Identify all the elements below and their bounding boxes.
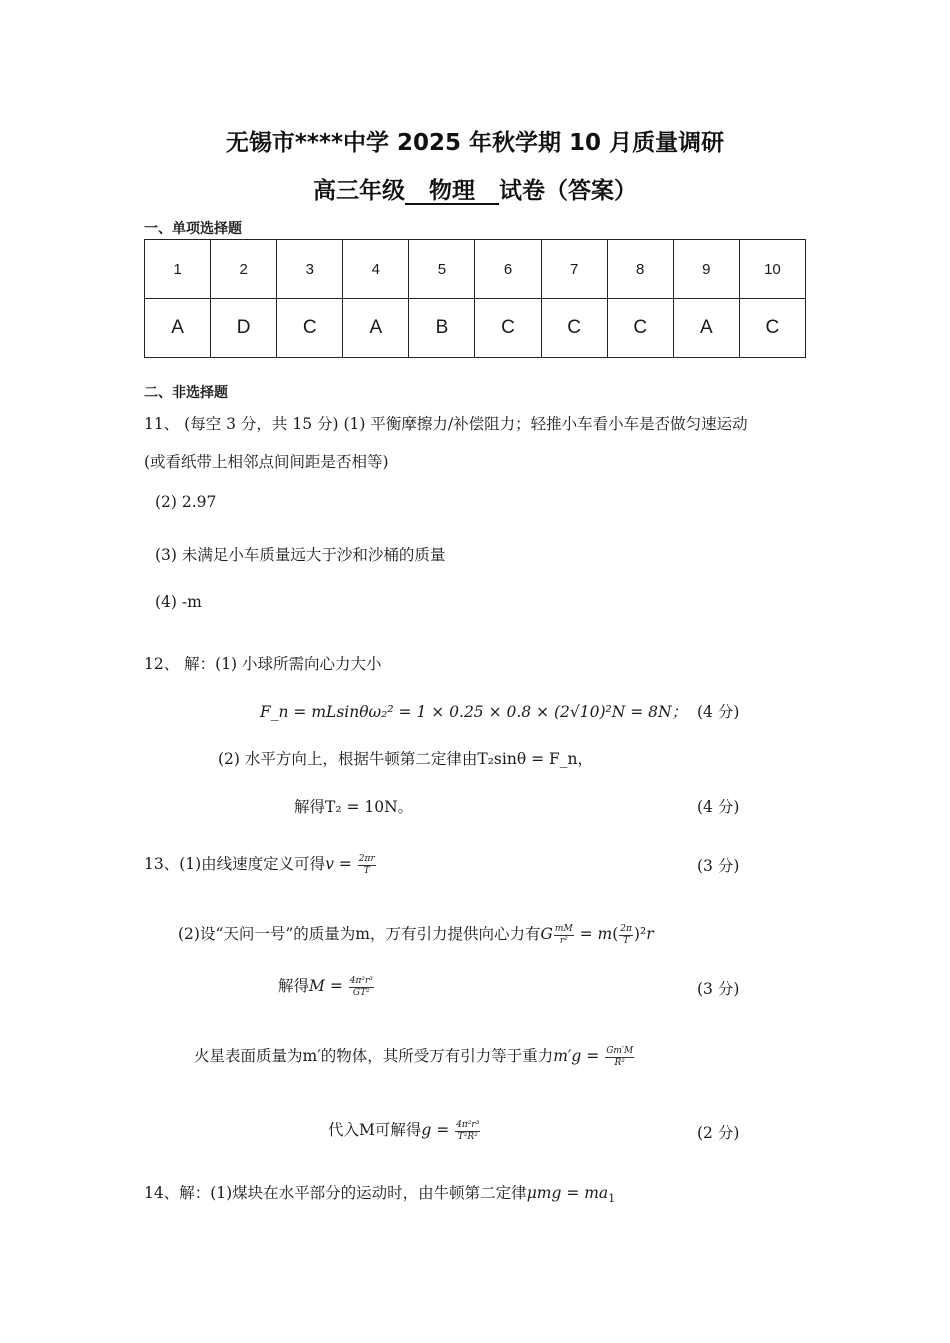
section1-heading: 一、单项选择题	[144, 221, 242, 237]
q13-part5-points: (2 分)	[697, 1124, 740, 1142]
q12-part2: (2) 水平方向上，根据牛顿第二定律由T₂sinθ = F_n，	[218, 750, 593, 768]
paper-label: 试卷（答案）	[499, 178, 638, 204]
question-number: 7	[541, 240, 607, 299]
page-title: 无锡市****中学 2025 年秋学期 10 月质量调研	[225, 130, 725, 156]
formula-mass-M: $\frac{\text{4π²r³}}{\text{GT²}}$	[349, 976, 373, 998]
answer-cell: A	[343, 299, 409, 358]
formula-Gm-M-over-R2: $\frac{Gm'M}{\text{R²}}$	[606, 1046, 634, 1068]
answer-cell: B	[409, 299, 475, 358]
q11-part4: (4) -m	[155, 593, 202, 611]
q12-equation1: F_n = mLsinθω₂² = 1 × 0.25 × 0.8 × (2√10)²N = 8N；	[260, 703, 688, 721]
answer-table-answer-row	[145, 299, 806, 358]
q13-part2: (2)设“天问一号”的质量为m，万有引力提供向心力有G $\frac{mM}{\text{r²}}$ = m( $\frac{2\pi}{T}$ )²r	[178, 924, 654, 946]
formula-2pir-over-T: $\frac{2\pi r}{T}$	[358, 854, 375, 876]
page-subtitle	[0, 172, 950, 205]
answer-cell: C	[739, 299, 805, 358]
answer-cell: A	[145, 299, 211, 358]
section2-heading: 二、非选择题	[144, 385, 228, 401]
question-number: 5	[409, 240, 475, 299]
q12-intro: 12、 解：(1) 小球所需向心力大小	[144, 655, 382, 673]
question-number: 9	[673, 240, 739, 299]
q13-part5: 代入M可解得g = $\frac{\text{4π²r³}}{\text{T²R²}}$	[328, 1120, 480, 1142]
answer-cell: A	[673, 299, 739, 358]
answer-table	[144, 239, 806, 358]
question-number: 1	[145, 240, 211, 299]
q11-part3: (3) 未满足小车质量远大于沙和沙桶的质量	[155, 546, 446, 564]
q13-part3-points: (3 分)	[697, 980, 740, 998]
answer-cell: C	[475, 299, 541, 358]
q13-part1-points: (3 分)	[697, 857, 740, 875]
formula-2pi-over-T: $\frac{2\pi}{T}$	[620, 924, 632, 946]
q11-line1: 11、 (每空 3 分，共 15 分) (1) 平衡摩擦力/补偿阻力；轻推小车看小车是否做匀速运动	[144, 415, 748, 433]
answer-table-number-row	[145, 240, 806, 299]
question-number: 4	[343, 240, 409, 299]
q12-result-points: (4 分)	[697, 798, 740, 816]
answer-cell: C	[277, 299, 343, 358]
formula-gravity-g: $\frac{\text{4π²r³}}{\text{T²R²}}$	[456, 1120, 480, 1142]
question-number: 10	[739, 240, 805, 299]
q13-part4: 火星表面质量为m′的物体，其所受万有引力等于重力m′g = $\frac{Gm'M}{\text{R²}}$	[194, 1046, 634, 1068]
question-number: 2	[211, 240, 277, 299]
question-number: 3	[277, 240, 343, 299]
question-number: 6	[475, 240, 541, 299]
answer-cell: C	[607, 299, 673, 358]
q13-part3: 解得M = $\frac{\text{4π²r³}}{\text{GT²}}$	[278, 976, 373, 998]
q11-part2: (2) 2.97	[155, 493, 217, 511]
answer-cell: D	[211, 299, 277, 358]
grade-label: 高三年级	[312, 178, 405, 204]
formula-mM-over-r2: $\frac{mM}{\text{r²}}$	[554, 924, 573, 946]
answer-cell: C	[541, 299, 607, 358]
q12-eq1-points: (4 分)	[697, 703, 740, 721]
question-number: 8	[607, 240, 673, 299]
q13-part1: 13、(1)由线速度定义可得v = $\frac{2\pi r}{T}$	[144, 854, 375, 876]
q12-result: 解得T₂ = 10N。	[294, 798, 414, 816]
q11-line2: (或看纸带上相邻点间间距是否相等)	[144, 453, 389, 471]
subject-label: 物理	[429, 178, 475, 204]
q14-line1: 14、解：(1)煤块在水平部分的运动时，由牛顿第二定律$\mu mg = ma_1$	[144, 1184, 616, 1206]
